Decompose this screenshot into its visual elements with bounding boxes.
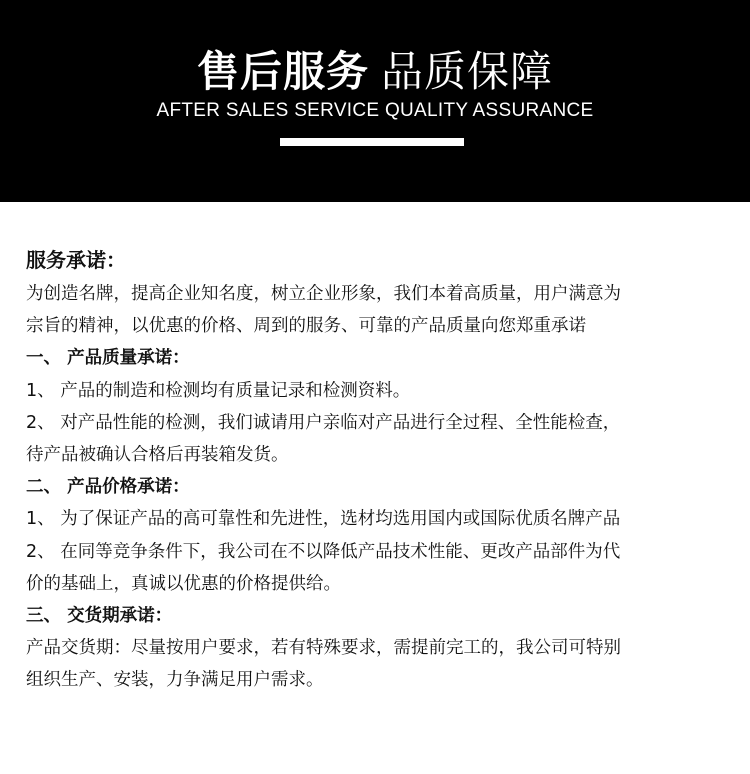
paragraph-line: 组织生产、安装，力争满足用户需求。 bbox=[26, 670, 324, 691]
list-item: 1、 产品的制造和检测均有质量记录和检测资料。 bbox=[26, 380, 411, 401]
paragraph-line: 产品交货期：尽量按用户要求，若有特殊要求，需提前完工的，我公司可特别 bbox=[26, 638, 621, 659]
list-item-continuation: 待产品被确认合格后再装箱发货。 bbox=[26, 445, 289, 466]
subsection-title-price: 二、 产品价格承诺： bbox=[26, 477, 190, 498]
list-item: 2、 在同等竞争条件下，我公司在不以降低产品技术性能、更改产品部件为代 bbox=[26, 541, 621, 562]
intro-line: 宗旨的精神，以优惠的价格、周到的服务、可靠的产品质量向您郑重承诺 bbox=[26, 316, 586, 337]
banner-subtitle: AFTER SALES SERVICE QUALITY ASSURANCE bbox=[156, 100, 594, 121]
list-item: 1、 为了保证产品的高可靠性和先进性，选材均选用国内或国际优质名牌产品 bbox=[26, 509, 621, 530]
title-underline-bar bbox=[280, 138, 464, 146]
list-item-continuation: 价的基础上，真诚以优惠的价格提供给。 bbox=[26, 573, 341, 594]
section-heading: 服务承诺： bbox=[26, 248, 126, 272]
title-after-sales: 售后服务 bbox=[196, 47, 369, 96]
subsection-title-quality: 一、 产品质量承诺： bbox=[26, 348, 190, 369]
title-quality: 品质保障 bbox=[381, 47, 554, 96]
commitment-text bbox=[26, 242, 726, 697]
list-item: 2、 对产品性能的检测，我们诚请用户亲临对产品进行全过程、全性能检查， bbox=[26, 412, 621, 433]
intro-line: 为创造名牌，提高企业知名度，树立企业形象，我们本着高质量，用户满意为 bbox=[26, 284, 621, 304]
subsection-title-delivery: 三、 交货期承诺： bbox=[26, 606, 173, 627]
header-banner bbox=[0, 0, 750, 202]
